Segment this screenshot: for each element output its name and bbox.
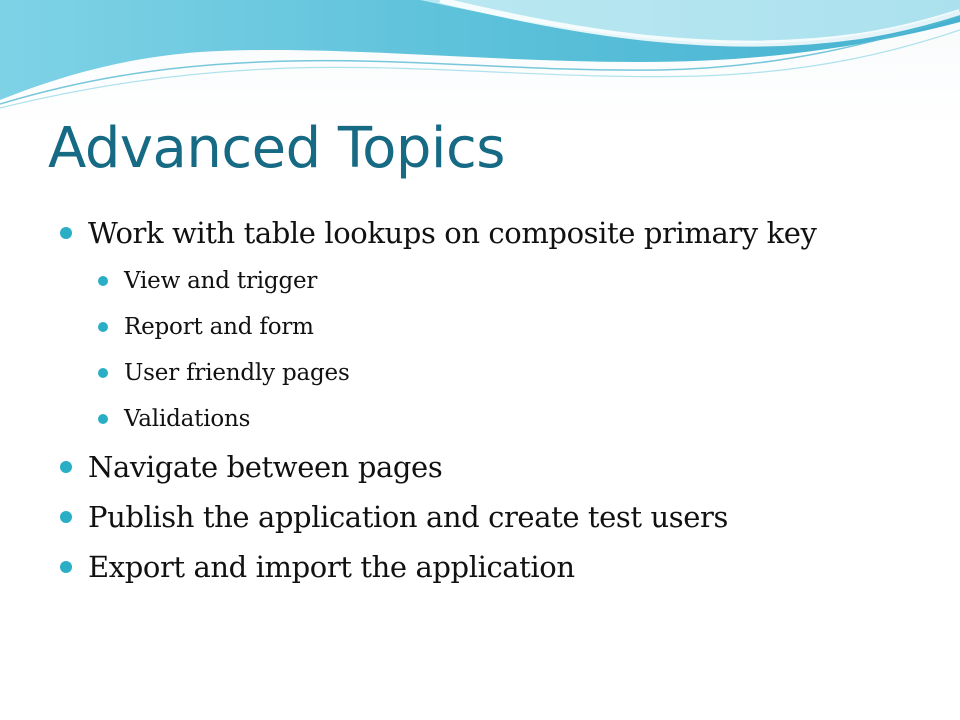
sub-bullet-item xyxy=(98,396,940,442)
bullet-text: Publish the application and create test users xyxy=(88,500,728,534)
bullet-dot-icon xyxy=(98,414,108,424)
bullet-text: Navigate between pages xyxy=(88,450,443,484)
bullet-dot-icon xyxy=(60,511,72,523)
sub-bullet-item xyxy=(98,258,940,304)
sub-bullet-item xyxy=(98,350,940,396)
slide-title: Advanced Topics xyxy=(48,116,505,181)
bullet-dot-icon xyxy=(98,276,108,286)
sub-bullet-text: View and trigger xyxy=(124,268,318,294)
header-wave-decoration xyxy=(0,0,960,120)
bullet-dot-icon xyxy=(60,227,72,239)
bullet-item xyxy=(60,208,940,258)
bullet-item xyxy=(60,492,940,542)
bullet-text: Work with table lookups on composite primary key xyxy=(88,216,817,250)
bullet-item xyxy=(60,442,940,492)
sub-bullet-item xyxy=(98,304,940,350)
bullet-item xyxy=(60,542,940,592)
bullet-text: Export and import the application xyxy=(88,550,575,584)
bullet-list xyxy=(60,208,940,592)
bullet-dot-icon xyxy=(60,461,72,473)
bullet-dot-icon xyxy=(98,368,108,378)
sub-bullet-text: Validations xyxy=(124,406,251,432)
sub-bullet-text: Report and form xyxy=(124,314,314,340)
bullet-dot-icon xyxy=(60,561,72,573)
bullet-dot-icon xyxy=(98,322,108,332)
sub-bullet-text: User friendly pages xyxy=(124,360,350,386)
